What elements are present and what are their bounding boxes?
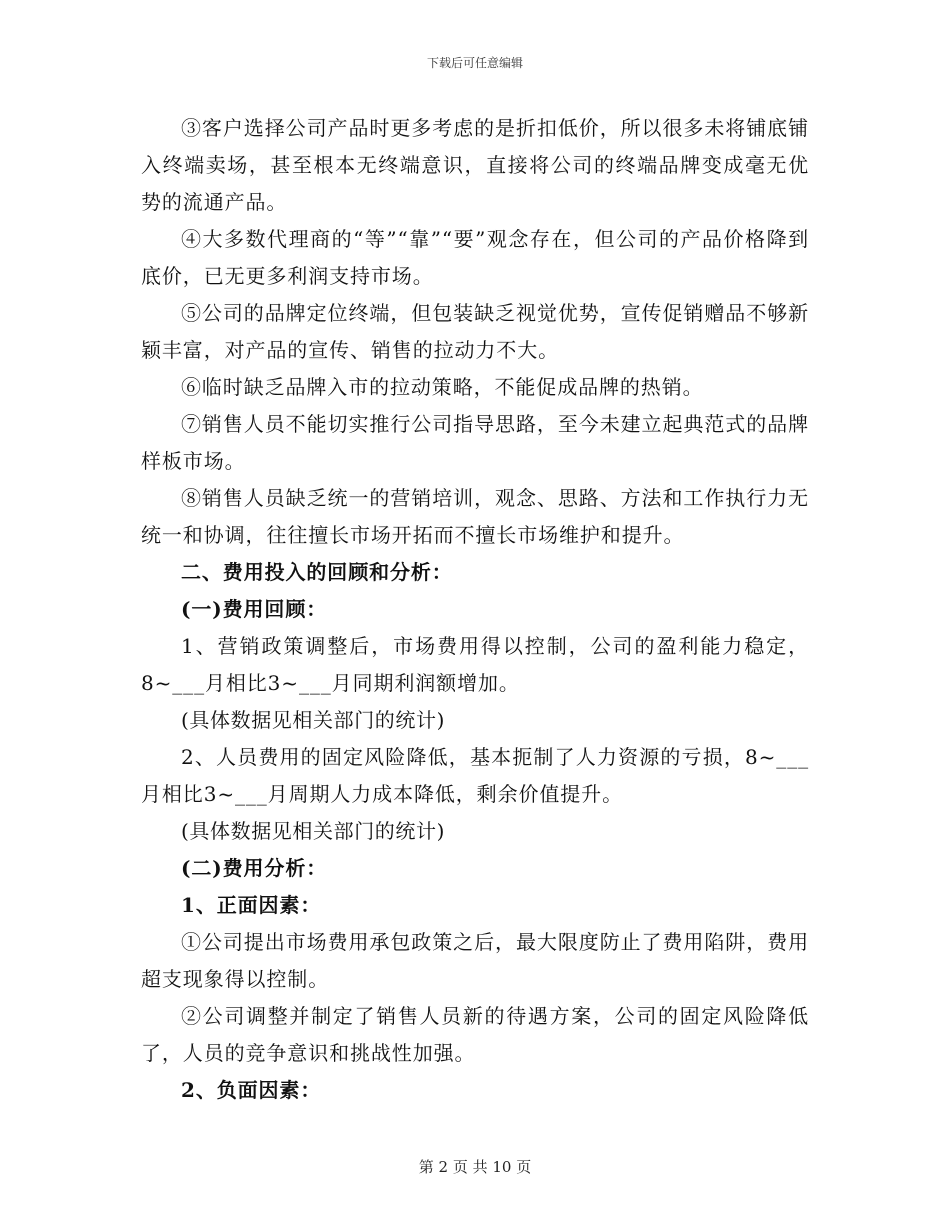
subsection-heading-cost-analysis: (二)费用分析： (181, 856, 328, 880)
paragraph-item-5: ⑤公司的品牌定位终端，但包装缺乏视觉优势，宣传促销赠品不够新颖丰富，对产品的宣传、销售的拉动力不大。 (141, 301, 809, 362)
page-footer: 第 2 页 共 10 页 (418, 1158, 532, 1176)
note-data-reference-2: (具体数据见相关部门的统计) (181, 819, 446, 843)
paragraph-cost-review-2: 2、人员费用的固定风险降低，基本扼制了人力资源的亏损，8~___月相比3~___月周期人力成本降低，剩余价值提升。 (141, 745, 809, 806)
paragraph-item-7: ⑦销售人员不能切实推行公司指导思路，至今未建立起典范式的品牌样板市场。 (141, 412, 809, 473)
paragraph-item-4: ④大多数代理商的“等”“靠”“要”观念存在，但公司的产品价格降到底价，已无更多利润支持市场。 (141, 227, 809, 288)
heading-negative-factors: 2、负面因素： (181, 1078, 322, 1102)
paragraph-item-6: ⑥临时缺乏品牌入市的拉动策略，不能促成品牌的热销。 (181, 375, 704, 399)
heading-positive-factors: 1、正面因素： (181, 893, 322, 917)
section-heading-2: 二、费用投入的回顾和分析： (181, 560, 453, 584)
document-body (141, 110, 809, 1109)
page-header: 下载后可任意编辑 (426, 56, 523, 70)
note-data-reference-1: (具体数据见相关部门的统计) (181, 708, 446, 732)
paragraph-cost-review-1: 1、营销政策调整后，市场费用得以控制，公司的盈利能力稳定，8~___月相比3~___月同期利润额增加。 (141, 634, 809, 695)
subsection-heading-cost-review: (一)费用回顾： (181, 597, 328, 621)
paragraph-item-3: ③客户选择公司产品时更多考虑的是折扣低价，所以很多未将铺底铺入终端卖场，甚至根本无终端意识，直接将公司的终端品牌变成毫无优势的流通产品。 (141, 116, 809, 214)
paragraph-item-8: ⑧销售人员缺乏统一的营销培训，观念、思路、方法和工作执行力无统一和协调，往往擅长市场开拓而不擅长市场维护和提升。 (141, 486, 809, 547)
paragraph-positive-1: ①公司提出市场费用承包政策之后，最大限度防止了费用陷阱，费用超支现象得以控制。 (141, 930, 809, 991)
paragraph-positive-2: ②公司调整并制定了销售人员新的待遇方案，公司的固定风险降低了，人员的竞争意识和挑战性加强。 (141, 1004, 809, 1065)
